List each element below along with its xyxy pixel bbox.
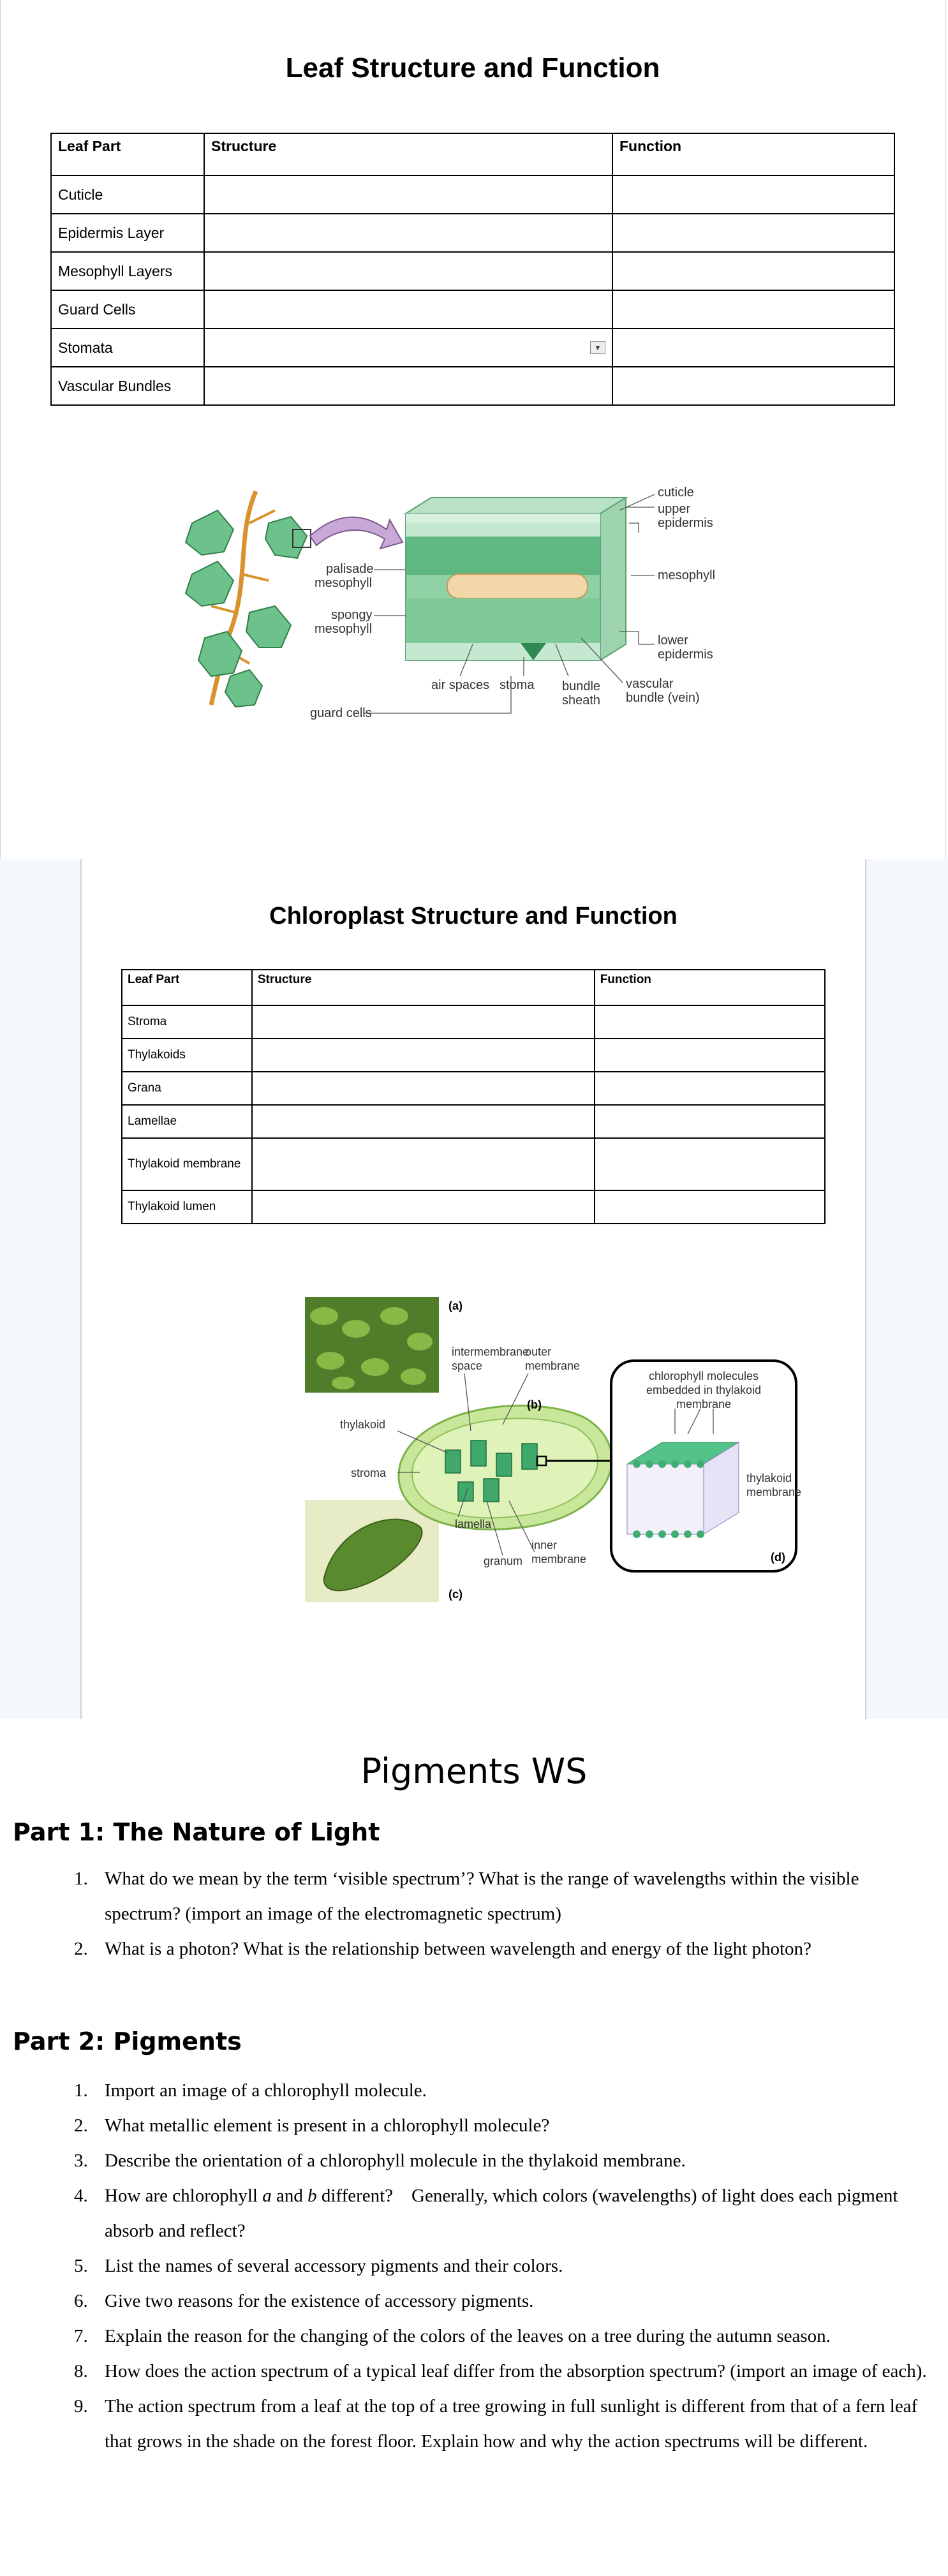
- row-label: Mesophyll Layers: [51, 252, 204, 290]
- part-2-questions: [64, 2073, 938, 2459]
- row-label: Epidermis Layer: [51, 214, 204, 252]
- function-cell[interactable]: [612, 290, 894, 329]
- list-item: [64, 2179, 938, 2249]
- label-vascular-bundle: bundle (vein): [626, 691, 700, 705]
- question-text: What metallic element is present in a chlorophyll molecule?: [105, 2115, 550, 2136]
- list-item: [64, 1862, 938, 1932]
- structure-cell[interactable]: [204, 252, 612, 290]
- structure-cell[interactable]: [204, 367, 612, 405]
- question-text: What do we mean by the term ‘visible spectrum’? What is the range of wavelengths within the visible spectrum? (import an image of the electromagnetic spectrum): [105, 1869, 859, 1924]
- question-text: Explain the reason for the changing of the colors of the leaves on a tree during the autumn season.: [105, 2326, 831, 2346]
- table-row: [51, 214, 894, 252]
- label-intermembrane-space: intermembrane: [452, 1345, 530, 1358]
- leaf-cross-section-diagram: [179, 485, 753, 727]
- table-row: [51, 367, 894, 405]
- label-a: (a): [448, 1299, 463, 1312]
- question-number: 8.: [74, 2361, 88, 2381]
- label-stoma: stoma: [500, 678, 535, 692]
- header-cell: Structure: [252, 970, 595, 1005]
- label-granum: granum: [484, 1555, 523, 1567]
- structure-cell[interactable]: [252, 1005, 595, 1039]
- question-number: 3.: [74, 2150, 88, 2171]
- question-number: 2.: [74, 1939, 88, 1959]
- row-label: Thylakoids: [122, 1039, 252, 1072]
- chlorophyll-b-label: b: [307, 2186, 317, 2206]
- row-label: Grana: [122, 1072, 252, 1105]
- function-cell[interactable]: [595, 1105, 825, 1138]
- row-label: Thylakoid membrane: [122, 1138, 252, 1190]
- question-text: What is a photon? What is the relationship between wavelength and energy of the light photon?: [105, 1939, 811, 1959]
- structure-cell[interactable]: [252, 1190, 595, 1224]
- structure-cell[interactable]: [252, 1039, 595, 1072]
- structure-cell[interactable]: [252, 1138, 595, 1190]
- function-cell[interactable]: [612, 329, 894, 367]
- dropdown-arrow-icon[interactable]: ▼: [590, 341, 605, 354]
- row-label: Cuticle: [51, 175, 204, 214]
- function-cell[interactable]: [612, 367, 894, 405]
- question-text: [105, 2186, 903, 2241]
- label-spongy-mesophyll: spongy: [331, 608, 373, 622]
- label-guard-cells: guard cells: [310, 706, 372, 720]
- question-text-part: How are chlorophyll: [105, 2186, 263, 2206]
- header-cell: Leaf Part: [51, 133, 204, 175]
- structure-cell[interactable]: [204, 175, 612, 214]
- label-cuticle: cuticle: [658, 485, 694, 500]
- row-label: Vascular Bundles: [51, 367, 204, 405]
- function-cell[interactable]: [595, 1005, 825, 1039]
- function-cell[interactable]: [595, 1039, 825, 1072]
- label-bundle-sheath: bundle: [562, 679, 601, 693]
- list-item: [64, 1932, 938, 1967]
- function-cell[interactable]: [595, 1072, 825, 1105]
- list-item: [64, 2354, 938, 2389]
- label-b: (b): [527, 1398, 542, 1411]
- page-title: Leaf Structure and Function: [285, 52, 660, 84]
- list-item: [64, 2284, 938, 2319]
- structure-cell[interactable]: [204, 329, 612, 367]
- table-row: [122, 1072, 825, 1105]
- label-thylakoid-membrane: membrane: [746, 1486, 802, 1499]
- label-stroma: stroma: [351, 1467, 387, 1479]
- list-item: [64, 2249, 938, 2284]
- chloroplast-micrograph: [305, 1500, 439, 1602]
- function-cell[interactable]: [595, 1190, 825, 1224]
- table-header-row: [51, 133, 894, 175]
- question-text: How does the action spectrum of a typical leaf differ from the absorption spectrum? (import an image of each).: [105, 2361, 927, 2381]
- label-upper-epidermis: epidermis: [658, 516, 713, 530]
- label-lamella: lamella: [455, 1518, 492, 1530]
- question-text: Give two reasons for the existence of accessory pigments.: [105, 2291, 534, 2311]
- label-chlorophyll-molecules: chlorophyll molecules: [648, 1370, 759, 1382]
- label-c: (c): [448, 1588, 463, 1601]
- question-number: 9.: [74, 2396, 88, 2417]
- question-text-part: different? Generally, which colors (wavelengths) of light does each pigment absorb and reflect?: [105, 2186, 903, 2241]
- list-item: [64, 2108, 938, 2143]
- question-number: 6.: [74, 2291, 88, 2311]
- page-1: [0, 0, 945, 859]
- label-thylakoid: thylakoid: [340, 1418, 386, 1431]
- table-row: [122, 1138, 825, 1190]
- label-inner-membrane: membrane: [531, 1553, 587, 1566]
- chlorophyll-a-label: a: [262, 2186, 272, 2206]
- part-2-heading: Part 2: Pigments: [13, 2027, 242, 2055]
- label-chlorophyll-molecules: embedded in thylakoid: [646, 1384, 762, 1396]
- header-cell: Leaf Part: [122, 970, 252, 1005]
- question-text: The action spectrum from a leaf at the top of a tree growing in full sunlight is different from that of a fern leaf that grows in the shade on the forest floor. Explain how and why the action spectrums will be different.: [105, 2396, 918, 2452]
- label-bundle-sheath: sheath: [562, 693, 601, 707]
- question-text: List the names of several accessory pigments and their colors.: [105, 2256, 563, 2276]
- label-vascular-bundle: vascular: [626, 677, 674, 691]
- table-row: [122, 1105, 825, 1138]
- list-item: [64, 2073, 938, 2108]
- label-palisade-mesophyll: mesophyll: [315, 576, 373, 590]
- table-row: [51, 290, 894, 329]
- part-1-questions: [64, 1862, 938, 1967]
- header-cell: Structure: [204, 133, 612, 175]
- row-label: Thylakoid lumen: [122, 1190, 252, 1224]
- leaf-micrograph: [305, 1297, 439, 1393]
- label-d: (d): [771, 1551, 785, 1564]
- vine-leaves-illustration: [186, 491, 311, 707]
- zoom-arrow: [310, 517, 403, 549]
- question-number: 2.: [74, 2115, 88, 2136]
- question-text: Describe the orientation of a chlorophyll molecule in the thylakoid membrane.: [105, 2150, 686, 2171]
- label-thylakoid-membrane: thylakoid: [746, 1472, 792, 1484]
- label-outer-membrane: outer: [525, 1345, 552, 1358]
- question-number: 1.: [74, 2080, 88, 2101]
- structure-cell[interactable]: [204, 290, 612, 329]
- label-spongy-mesophyll: mesophyll: [315, 622, 373, 636]
- list-item: [64, 2319, 938, 2354]
- label-outer-membrane: membrane: [525, 1359, 581, 1372]
- label-chlorophyll-molecules: membrane: [676, 1398, 732, 1410]
- table-row: [51, 252, 894, 290]
- table-row: [51, 329, 894, 367]
- label-palisade-mesophyll: palisade: [326, 562, 374, 576]
- page-title: Chloroplast Structure and Function: [269, 903, 678, 929]
- function-cell[interactable]: [612, 252, 894, 290]
- label-air-spaces: air spaces: [431, 678, 490, 692]
- chloroplast-illustration: [399, 1405, 612, 1529]
- row-label: Stroma: [122, 1005, 252, 1039]
- leaf-block: [406, 498, 626, 660]
- label-lower-epidermis: lower: [658, 633, 688, 648]
- question-text: Import an image of a chlorophyll molecule.: [105, 2080, 427, 2101]
- chloroplast-diagram: [228, 1297, 828, 1629]
- table-header-row: [122, 970, 825, 1005]
- question-number: 5.: [74, 2256, 88, 2276]
- header-cell: Function: [612, 133, 894, 175]
- function-cell[interactable]: [612, 175, 894, 214]
- list-item: [64, 2143, 938, 2179]
- table-row: [122, 1005, 825, 1039]
- question-number: 4.: [74, 2186, 88, 2206]
- label-upper-epidermis: upper: [658, 502, 691, 516]
- list-item: [64, 2389, 938, 2459]
- label-mesophyll: mesophyll: [658, 568, 716, 582]
- structure-cell[interactable]: [252, 1105, 595, 1138]
- table-row: [51, 175, 894, 214]
- label-inner-membrane: inner: [531, 1539, 558, 1551]
- label-lower-epidermis: epidermis: [658, 648, 713, 662]
- worksheet-title: Pigments WS: [360, 1751, 588, 1791]
- function-cell[interactable]: [595, 1138, 825, 1190]
- leaf-structure-table: [50, 133, 895, 406]
- structure-cell[interactable]: [252, 1072, 595, 1105]
- header-cell: Function: [595, 970, 825, 1005]
- label-intermembrane-space: space: [452, 1359, 483, 1372]
- question-number: 1.: [74, 1869, 88, 1889]
- part-1-heading: Part 1: The Nature of Light: [13, 1818, 380, 1846]
- row-label: Guard Cells: [51, 290, 204, 329]
- table-row: [122, 1039, 825, 1072]
- row-label: Lamellae: [122, 1105, 252, 1138]
- structure-cell[interactable]: [204, 214, 612, 252]
- table-row: [122, 1190, 825, 1224]
- page-2: [80, 859, 866, 1719]
- question-text-part: and: [271, 2186, 308, 2206]
- function-cell[interactable]: [612, 214, 894, 252]
- row-label: Stomata: [51, 329, 204, 367]
- chloroplast-structure-table: [121, 969, 826, 1224]
- question-number: 7.: [74, 2326, 88, 2346]
